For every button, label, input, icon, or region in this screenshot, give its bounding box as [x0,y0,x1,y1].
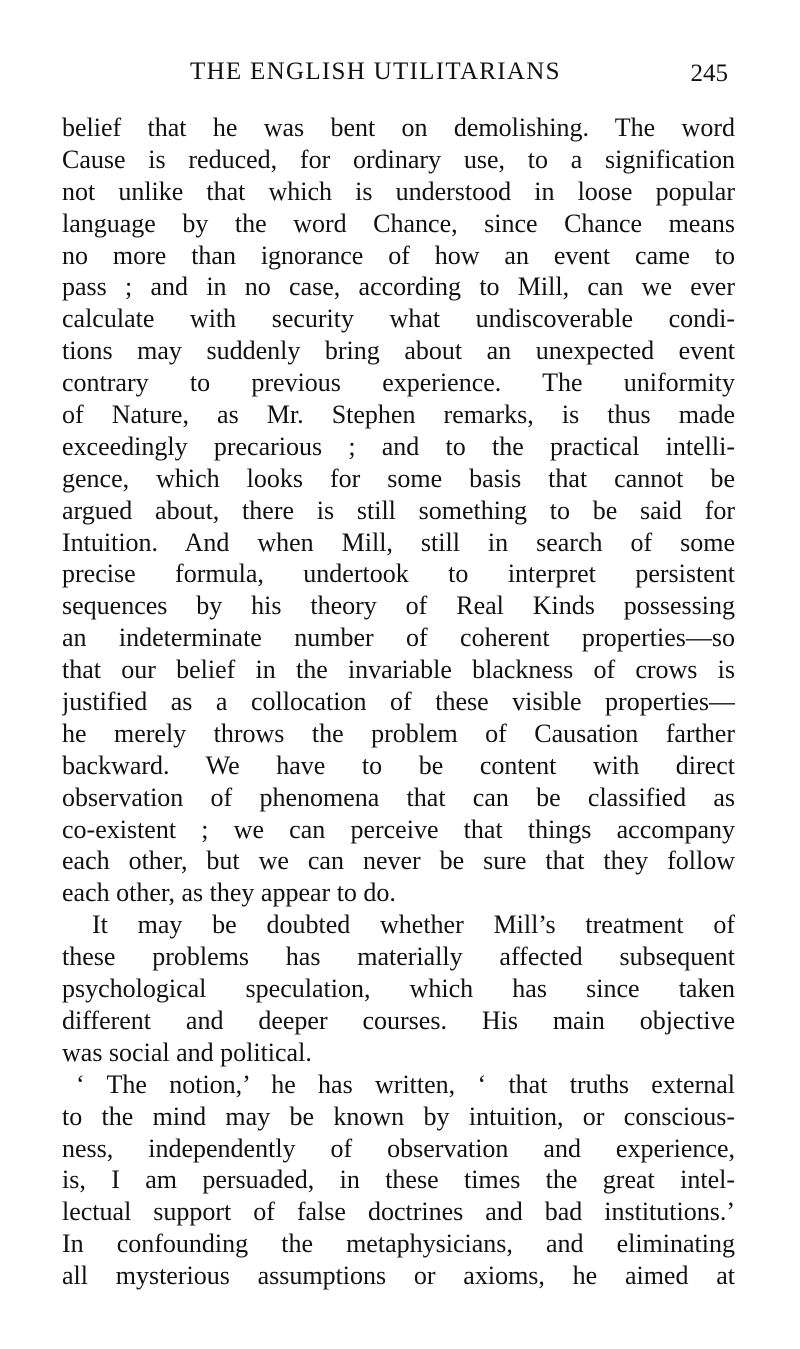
text-line: pass ; and in no case, according to Mill, can we ever [62,272,735,302]
text-line: different and deeper courses. His main objective [62,1005,735,1035]
text-line: ‘ The notion,’ he has written, ‘ that truths external [76,1069,735,1099]
text-line: co-existent ; we can perceive that things accompany [62,814,735,844]
text-line: not unlike that which is understood in loose popular [62,176,735,206]
text-line: backward. We have to be content with direct [62,750,735,780]
text-line: no more than ignorance of how an event came to [62,240,735,270]
text-line: Cause is reduced, for ordinary use, to a signification [62,144,735,174]
text-line: justified as a collocation of these visible properties— [62,687,735,717]
body-text [62,112,735,1292]
text-line: lectual support of false doctrines and bad institutions.’ [62,1197,735,1227]
running-head [62,58,734,94]
page-number: 245 [690,60,728,87]
text-line: is, I am persuaded, in these times the great intel- [62,1165,735,1195]
text-line: to the mind may be known by intuition, or conscious- [62,1101,735,1131]
running-title: THE ENGLISH UTILITARIANS [190,58,561,85]
text-line: these problems has materially affected subsequent [62,942,735,972]
text-line: gence, which looks for some basis that cannot be [62,463,735,493]
text-line: psychological speculation, which has since taken [62,974,735,1004]
text-line: that our belief in the invariable blackness of crows is [62,655,735,685]
text-line: he merely throws the problem of Causation farther [62,718,735,748]
text-line: precise formula, undertook to interpret persistent [62,559,735,589]
text-line: tions may suddenly bring about an unexpected event [62,336,735,366]
text-line: exceedingly precarious ; and to the practical intelli- [62,431,735,461]
text-line: all mysterious assumptions or axioms, he aimed at [62,1261,735,1291]
text-line: language by the word Chance, since Chance means [62,208,735,238]
text-line: It may be doubted whether Mill’s treatment of [92,910,735,940]
text-line: argued about, there is still something to be said for [62,495,735,525]
text-line: calculate with security what undiscoverable condi- [62,304,735,334]
text-line: each other, as they appear to do. [62,878,396,908]
text-line: Intuition. And when Mill, still in search of some [62,527,735,557]
text-line: observation of phenomena that can be classified as [62,782,735,812]
text-line: of Nature, as Mr. Stephen remarks, is thus made [62,400,735,430]
text-line: each other, but we can never be sure that they follow [62,846,735,876]
text-line: was social and political. [62,1037,312,1067]
text-line: contrary to previous experience. The uniformity [62,368,735,398]
text-line: ness, independently of observation and experience, [62,1133,735,1163]
text-line: belief that he was bent on demolishing. The word [62,113,735,142]
text-line: sequences by his theory of Real Kinds possessing [62,591,735,621]
text-line: In confounding the metaphysicians, and eliminating [62,1229,735,1259]
text-line: an indeterminate number of coherent properties—so [62,623,735,653]
